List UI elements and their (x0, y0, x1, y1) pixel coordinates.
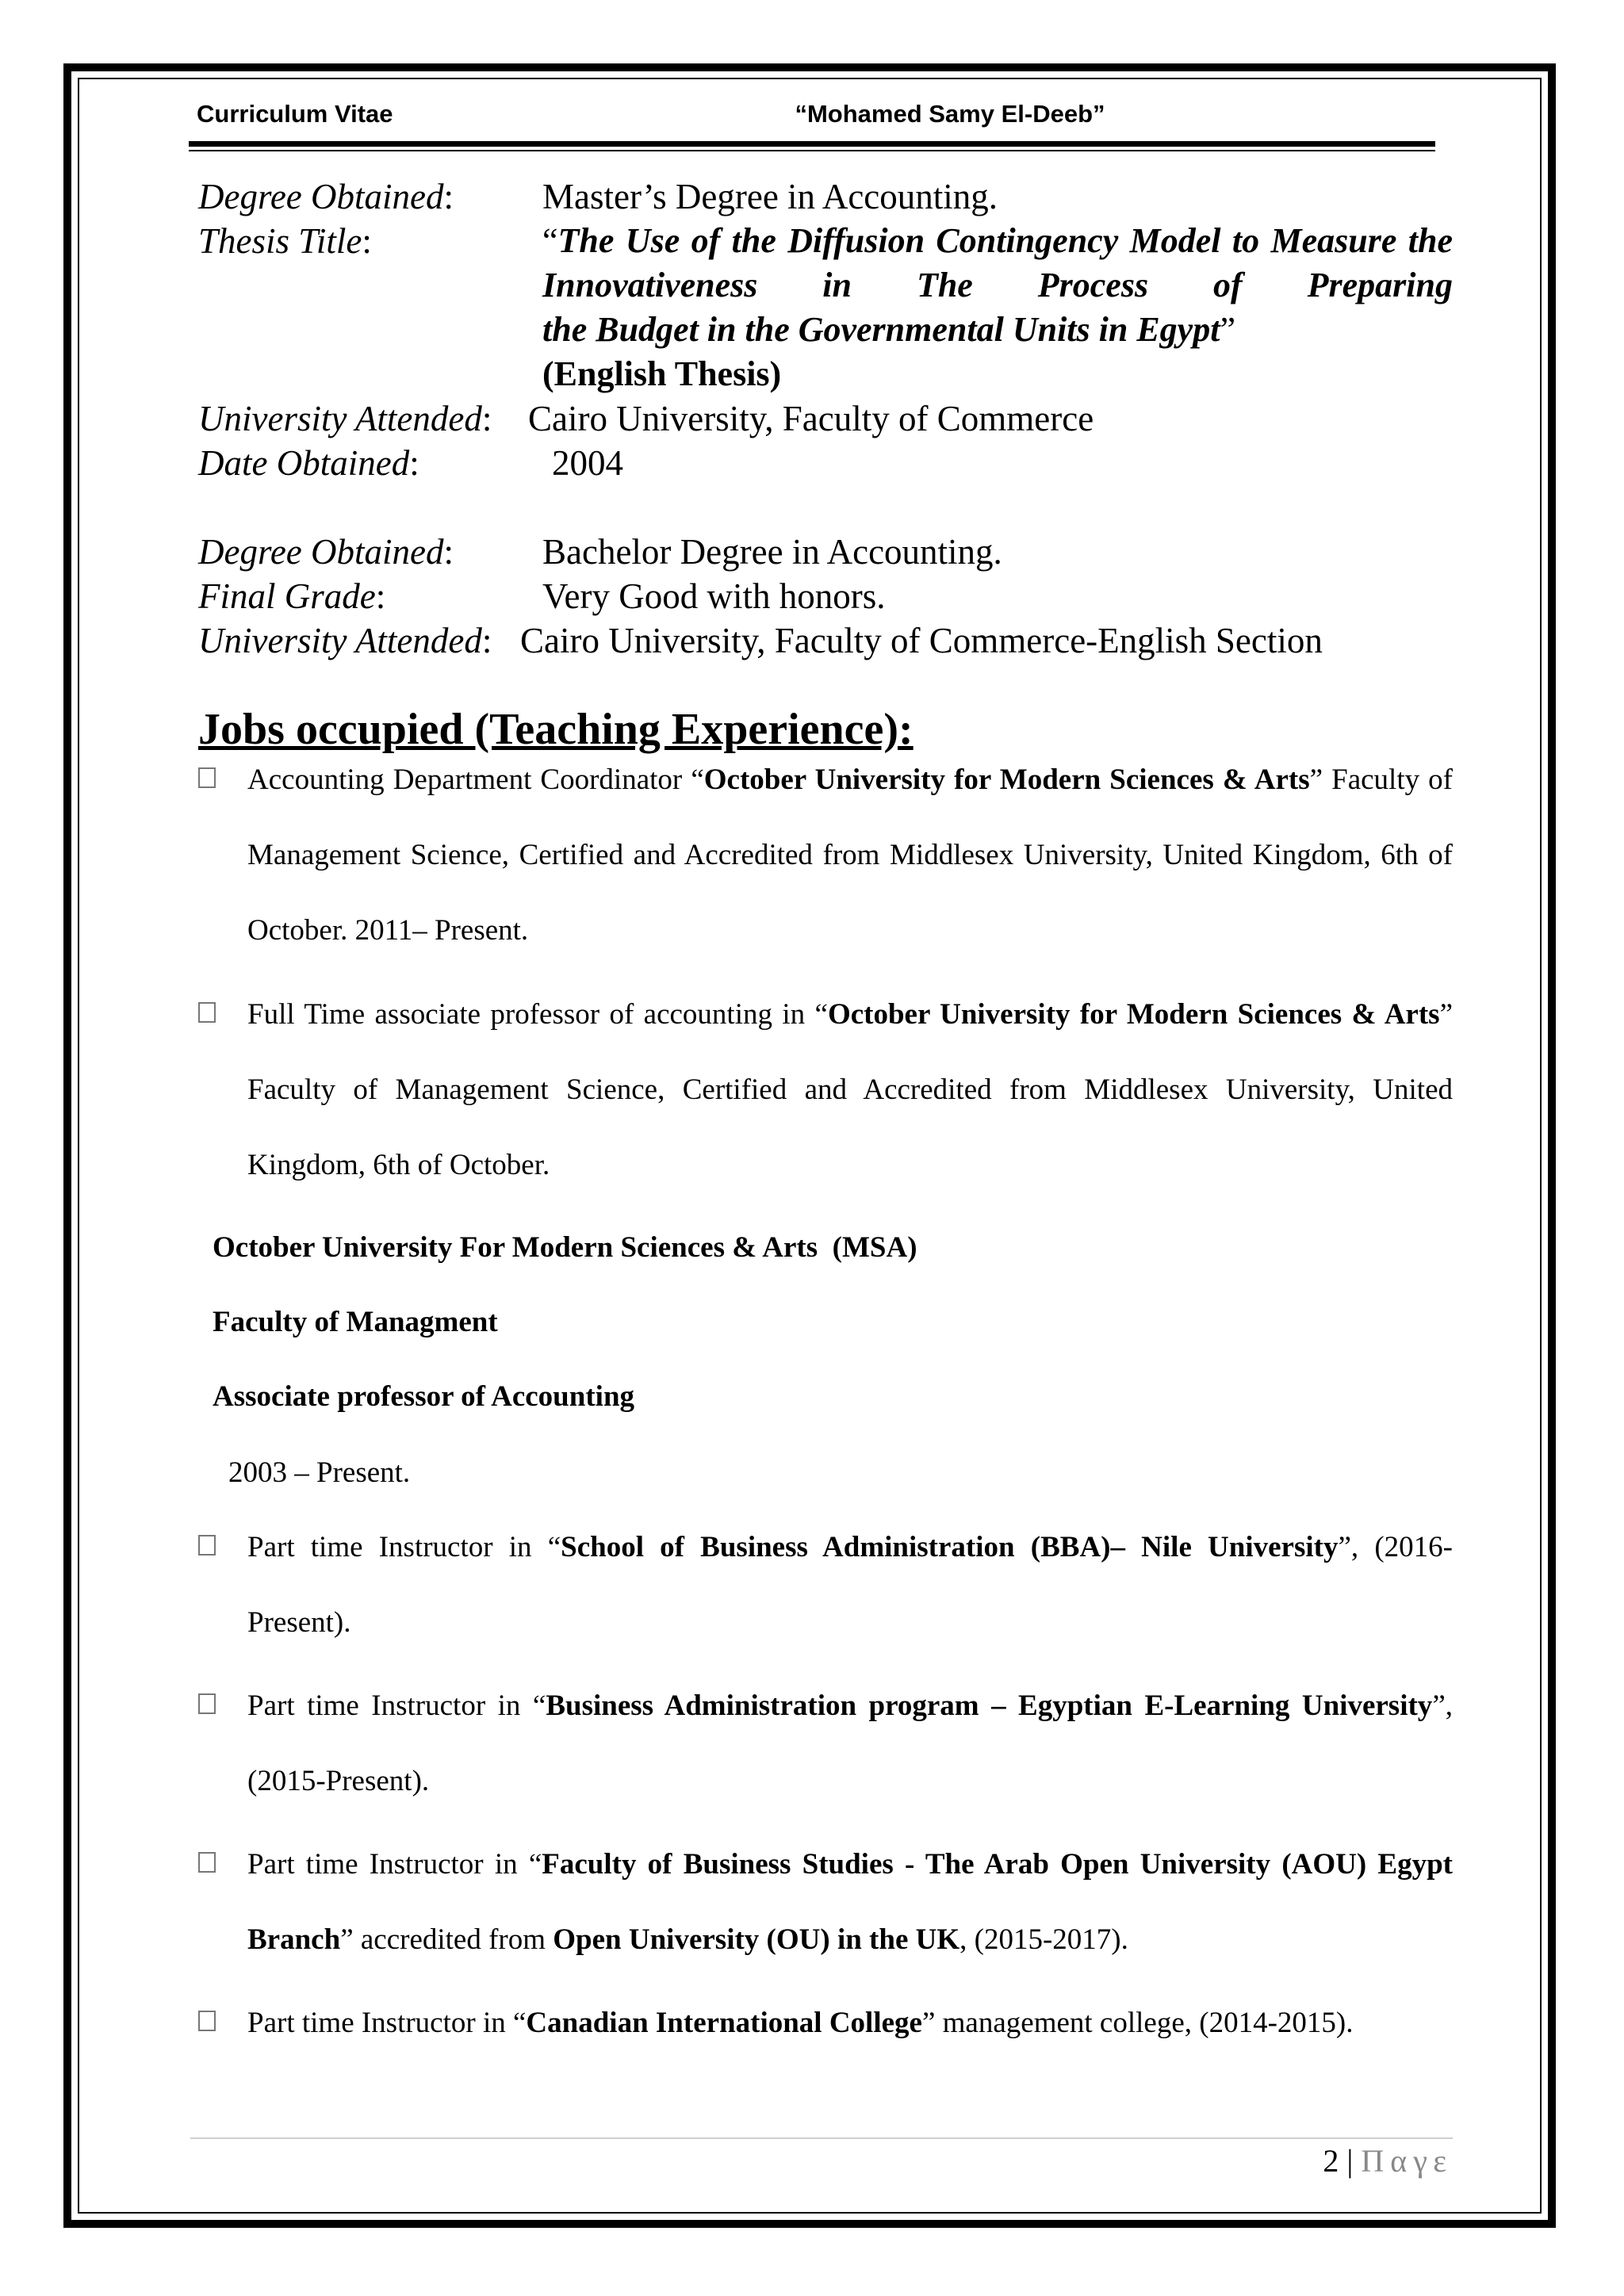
job-details: ” Faculty of Management Science, Certified and Accredited from Middlesex University, United Kingdom, 6th of October. (247, 998, 1453, 1181)
msa-name: October University For Modern Sciences & Arts (213, 1231, 818, 1264)
bachelor-degree-row: Degree Obtained: Bachelor Degree in Accounting. (198, 530, 454, 574)
header-rule (189, 141, 1435, 147)
thesis-open-quote: “ (542, 221, 558, 260)
job-text: Part time Instructor in “ (247, 2007, 527, 2039)
checkbox-bullet-icon (198, 1852, 216, 1873)
job-institution: Faculty of Business Studies - The Arab Open University (AOU) Egypt Branch (247, 1848, 1453, 1956)
thesis-title-row: Thesis Title: (198, 221, 372, 261)
job-institution: Business Administration program – Egyptian E-Learning University (546, 1689, 1433, 1722)
bachelor-grade-row: Final Grade: Very Good with honors. (198, 574, 385, 618)
footer-separator: | (1346, 2143, 1354, 2179)
header-rule-thin (189, 150, 1435, 151)
msa-abbr: (MSA) (832, 1231, 917, 1264)
job-text: ” accredited from (340, 1923, 553, 1956)
job-details: , (2015-2017). (959, 1923, 1128, 1956)
thesis-title-text (542, 219, 1453, 308)
job-text: Part time Instructor in “ (247, 1531, 561, 1563)
grade-label: Final Grade (198, 576, 376, 616)
date-value: 2004 (552, 443, 623, 483)
job-item (198, 977, 1453, 1203)
job-details: ” management college, (2014-2015). (921, 2007, 1354, 2039)
university-value: Cairo University, Faculty of Commerce (528, 399, 1094, 438)
checkbox-bullet-icon (198, 1002, 216, 1023)
checkbox-bullet-icon (198, 1693, 216, 1714)
thesis-text: The Use of the Diffusion Contingency Model to Measure the Innovativeness in The Process of Preparing (542, 221, 1453, 304)
job-details: ”, (2015-Present). (247, 1689, 1453, 1797)
part-time-item (198, 1668, 1453, 1819)
job-institution: School of Business Administration (BBA)– Nile University (561, 1531, 1339, 1563)
msa-faculty: Faculty of Managment (213, 1306, 498, 1338)
university-label: University Attended (198, 399, 482, 438)
job-item (198, 742, 1453, 968)
checkbox-bullet-icon (198, 1535, 216, 1556)
header-cv-title: Curriculum Vitae (197, 100, 393, 128)
thesis-language-note: (English Thesis) (542, 354, 782, 393)
checkbox-bullet-icon (198, 2011, 216, 2031)
job-institution: October University for Modern Sciences & Arts (703, 763, 1310, 796)
thesis-last-text: the Budget in the Governmental Units in Egypt (542, 310, 1220, 349)
masters-date-row: Date Obtained: 2004 (198, 441, 419, 485)
jobs-section-title: Jobs occupied (Teaching Experience): (198, 705, 914, 754)
degree-label: Degree Obtained (198, 532, 444, 572)
page-footer (1323, 2142, 1453, 2179)
job-text: Accounting Department Coordinator “ (247, 763, 704, 796)
job-details: ” Faculty of Management Science, Certified and Accredited from Middlesex University, United Kingdom, 6th of October. 2011– Present. (247, 763, 1453, 947)
date-label: Date Obtained (198, 443, 410, 483)
thesis-close-quote: ” (1220, 310, 1235, 349)
masters-degree-row: Degree Obtained: Master’s Degree in Accounting. (198, 174, 454, 219)
thesis-label: Thesis Title (198, 221, 362, 261)
thesis-title-last-line (542, 308, 1235, 352)
job-institution: Canadian International College (526, 2007, 922, 2039)
degree-value: Master’s Degree in Accounting. (542, 177, 998, 216)
msa-institution (213, 1230, 917, 1265)
checkbox-bullet-icon (198, 767, 216, 788)
degree-label: Degree Obtained (198, 177, 444, 216)
job-text: Part time Instructor in “ (247, 1689, 546, 1722)
masters-university-row: University Attended: Cairo University, Faculty of Commerce (198, 396, 492, 441)
part-time-item (198, 1510, 1453, 1660)
degree-value: Bachelor Degree in Accounting. (542, 532, 1002, 572)
header-person-name: “Mohamed Samy El-Deeb” (795, 100, 1105, 128)
job-accreditor: Open University (OU) in the UK (553, 1923, 960, 1956)
msa-period: 2003 – Present. (228, 1456, 411, 1489)
part-time-item (198, 1827, 1453, 1977)
page-word: Παγε (1361, 2143, 1453, 2179)
university-value: Cairo University, Faculty of Commerce-English Section (520, 621, 1323, 660)
university-label: University Attended (198, 621, 482, 660)
part-time-item (198, 1985, 1453, 2061)
page-header (197, 100, 1434, 135)
grade-value: Very Good with honors. (542, 576, 886, 616)
job-institution: October University for Modern Sciences & Arts (827, 998, 1440, 1031)
job-text: Full Time associate professor of accounting in “ (247, 998, 828, 1031)
footer-rule (190, 2137, 1453, 2139)
page-number: 2 (1323, 2143, 1339, 2179)
job-text: Part time Instructor in “ (247, 1848, 542, 1881)
msa-role: Associate professor of Accounting (213, 1380, 635, 1413)
bachelor-university-row: University Attended: Cairo University, Faculty of Commerce-English Section (198, 618, 492, 663)
job-details: ”, (2016-Present). (247, 1531, 1453, 1639)
